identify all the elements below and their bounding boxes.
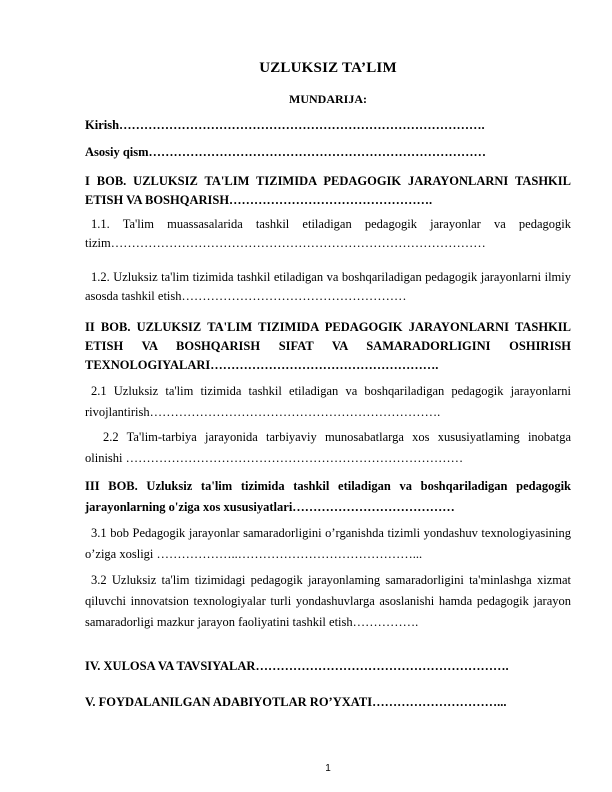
toc-entry-section-2-2[interactable]: 2.2 Ta'lim-tarbiya jarayonida tarbiyaviy munosabatlarga xos xususiyatlaming inobatga olinishi ……………………………………………………………………… <box>85 430 571 465</box>
page-title: UZLUKSIZ TA’LIM <box>259 60 397 76</box>
toc-entry-asosiy-qism[interactable]: Asosiy qism……………………………………………………………………… <box>85 145 487 159</box>
toc-entry-chapter-3[interactable]: III BOB. Uzluksiz ta'lim tizimida tashkil etiladigan va boshqariladigan pedagogik jarayonlarning o'ziga xos xususiyatlari………………………………… <box>85 479 571 514</box>
toc-entry-section-2-1[interactable]: 2.1 Uzluksiz ta'lim tizimida tashkil etiladigan va boshqariladigan pedagogik jarayonlarni rivojlantirish……………………………………………………………. <box>85 384 571 419</box>
toc-entry-section-3-1[interactable]: 3.1 bob Pedagogik jarayonlar samaradorligini o’rganishda tizimli yondashuv texnologiyasining o’ziga xosligi ………………..……………………………………... <box>85 526 571 561</box>
toc-entry-xulosa[interactable]: IV. XULOSA VA TAVSIYALAR……………………………………………………. <box>85 659 509 673</box>
toc-entry-chapter-2[interactable]: II BOB. UZLUKSIZ TA'LIM TIZIMIDA PEDAGOGIK JARAYONLARNI TASHKIL ETISH VA BOSHQARISH SIFAT VA SAMARADORLIGINI OSHIRISH TEXNOLOGIYALARI………………………………………………. <box>85 320 571 372</box>
toc-entry-section-1-2[interactable]: 1.2. Uzluksiz ta'lim tizimida tashkil etiladigan va boshqariladigan pedagogik jarayonlarni ilmiy asosda tashkil etish……………………………………………… <box>85 270 571 303</box>
page-number: 1 <box>325 763 331 774</box>
toc-entry-section-3-2[interactable]: 3.2 Uzluksiz ta'lim tizimidagi pedagogik jarayonlaming samaradorligini ta'minlashga xizmat qiluvchi innovatsion texnologiyalar turli yondashuvlarga asoslanishi hamda pedagogik jarayon samaradorligi mazkur jarayon faoliyatini tashkil etish……………. <box>85 573 571 629</box>
toc-entry-kirish[interactable]: Kirish……………………………………………………………………………. <box>85 118 485 132</box>
toc-entry-section-1-1[interactable]: 1.1. Ta'lim muassasalarida tashkil etiladigan pedagogik jarayonlar va pedagogik tizim……………………………………………………………………………… <box>85 217 571 250</box>
toc-entry-adabiyotlar[interactable]: V. FOYDALANILGAN ADABIYOTLAR RO’YXATI…………………………... <box>85 695 507 709</box>
toc-entry-chapter-1[interactable]: I BOB. UZLUKSIZ TA'LIM TIZIMIDA PEDAGOGIK JARAYONLARNI TASHKIL ETISH VA BOSHQARISH…………………………………………. <box>85 174 571 207</box>
page-subtitle: MUNDARIJA: <box>289 92 367 106</box>
